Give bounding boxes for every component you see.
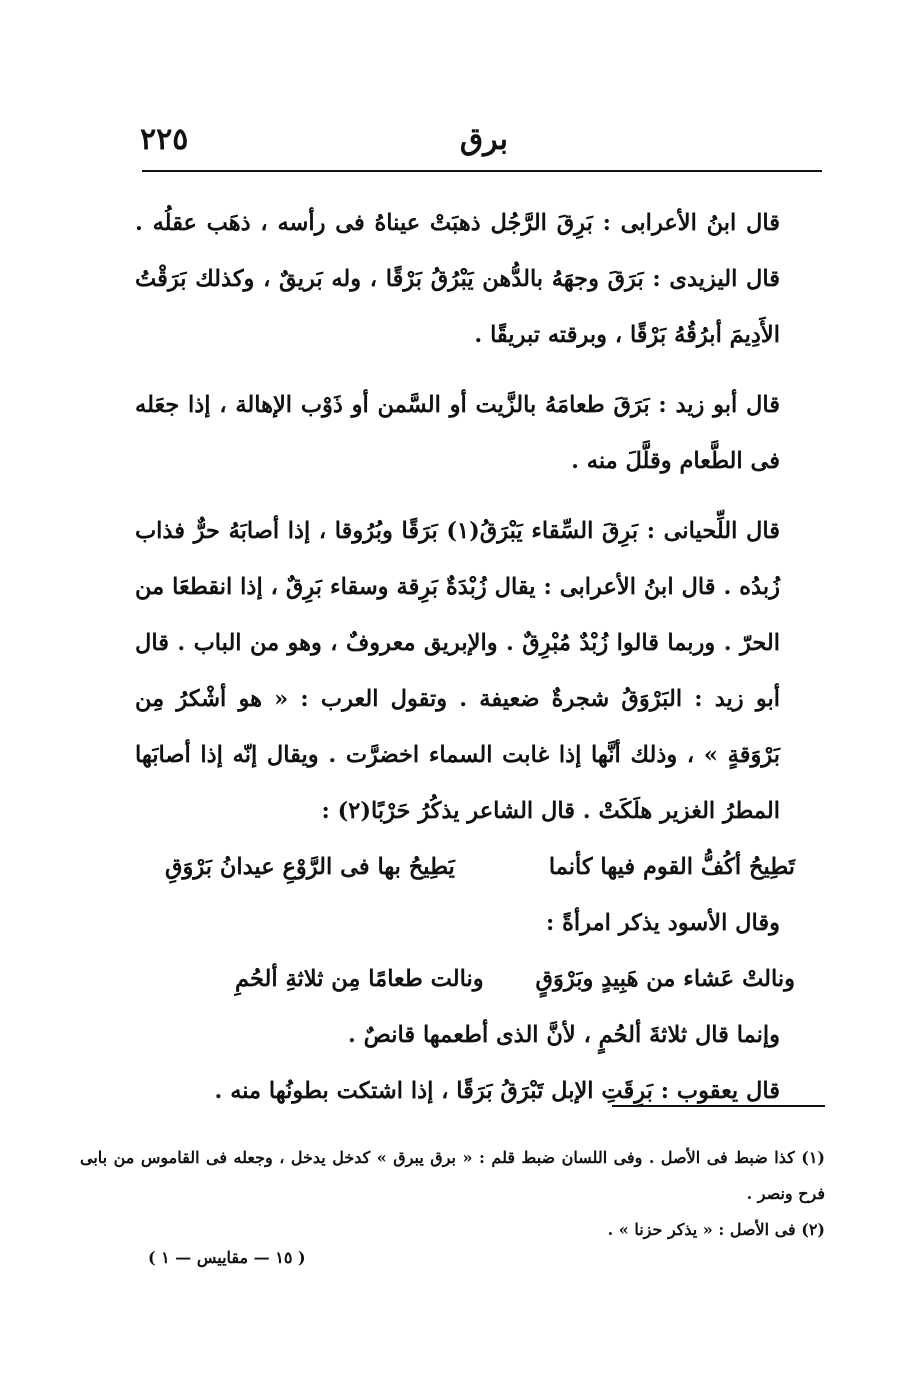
footnote-rule — [612, 1105, 825, 1107]
verse-2-second-hemistich: ونالت طعامًا مِن ثلاثةِ ألحُمِ — [235, 966, 484, 992]
line-aswad: وقال الأسود يذكر امرأةً : — [546, 910, 780, 936]
verse-1-first-hemistich: تَطِيحُ أكُفُّ القوم فيها كأنما — [548, 854, 795, 880]
footnotes — [80, 1140, 825, 1248]
verse-1-second-hemistich: يَطِيحُ بها فى الرَّوْعِ عيدانُ بَرْوَقِ — [165, 854, 455, 880]
paragraph-yaqub: قال يعقوب : بَرِقَتِ الإبل تَبْرَقُ بَرَقًا ، إذا اشتكت بطونُها منه . — [214, 1078, 780, 1104]
page-number: ٢٢٥ — [140, 122, 189, 157]
footnote-2: (٢) فى الأصل : « يذكر حزنا » . — [607, 1220, 825, 1239]
line-explanation: وإنما قال ثلاثةَ ألحُمٍ ، لأنَّ الذى أطعمها قانصٌ . — [348, 1022, 780, 1048]
main-text — [135, 195, 825, 1119]
verse-line-2 — [135, 951, 825, 1007]
paragraph-lihyani: قال اللِّحيانى : بَرِقَ السِّقاء يَبْرَقُ(١) بَرَقًا وبُرُوقا ، إذا أصابَهُ حرٌّ فذاب زُبدُه . قال ابنُ الأعرابى : يقال زُبْدَةٌ بَرِقة وسقاء بَرِقٌ ، إذا انقطعَا من الحرّ . وربما قالوا زُبْدٌ مُبْرِقٌ . والإبريق معروفٌ ، وهو من الباب . قال أبو زيد : البَرْوَقُ شجرةٌ ضعيفة . وتقول العرب : « هو أشْكرُ مِن بَرْوَقةٍ » ، وذلك أنَّها إذا غابت السماء اخضرَّت . ويقال إنّه إذا أصابَها المطرُ الغزير هلَكَتْ . قال الشاعر يذكُرُ حَرْبًا(٢) : — [135, 518, 780, 824]
paragraph-ibn-arabi: قال ابنُ الأعرابى : بَرِقَ الرَّجُل ذهبَتْ عيناهُ فى رأسه ، ذهَب عقلُه . قال اليزيدى : بَرَقَ وجهَهُ بالدُّهن يَبْرُقُ بَرْقًا ، وله بَريقٌ ، وكذلك بَرَقْتُ الأَدِيمَ أبرُقُهُ بَرْقًا ، وبرقته تبريقًا . — [135, 210, 780, 348]
paragraph-abu-zayd: قال أبو زيد : بَرَقَ طعامَهُ بالزَّيت أو السَّمن أو ذَوْب الإهالة ، إذا جعَله فى الطَّعام وقلَّلَ منه . — [135, 392, 780, 474]
verse-line-1 — [135, 839, 825, 895]
header-rule — [142, 170, 822, 172]
footnote-1: (١) كذا ضبط فى الأصل . وفى اللسان ضبط قلم : « برق يبرق » كدخل يدخل ، وجعله فى القاموس من بابى فرح ونصر . — [80, 1148, 825, 1203]
verse-2-first-hemistich: ونالتْ عَشاء من هَبِيدٍ وبَرْوَقٍ — [535, 966, 795, 992]
signature-mark: ( ١٥ — مقاييس — ١ ) — [148, 1248, 306, 1267]
page-header — [140, 118, 818, 164]
running-title: برق — [459, 122, 508, 157]
